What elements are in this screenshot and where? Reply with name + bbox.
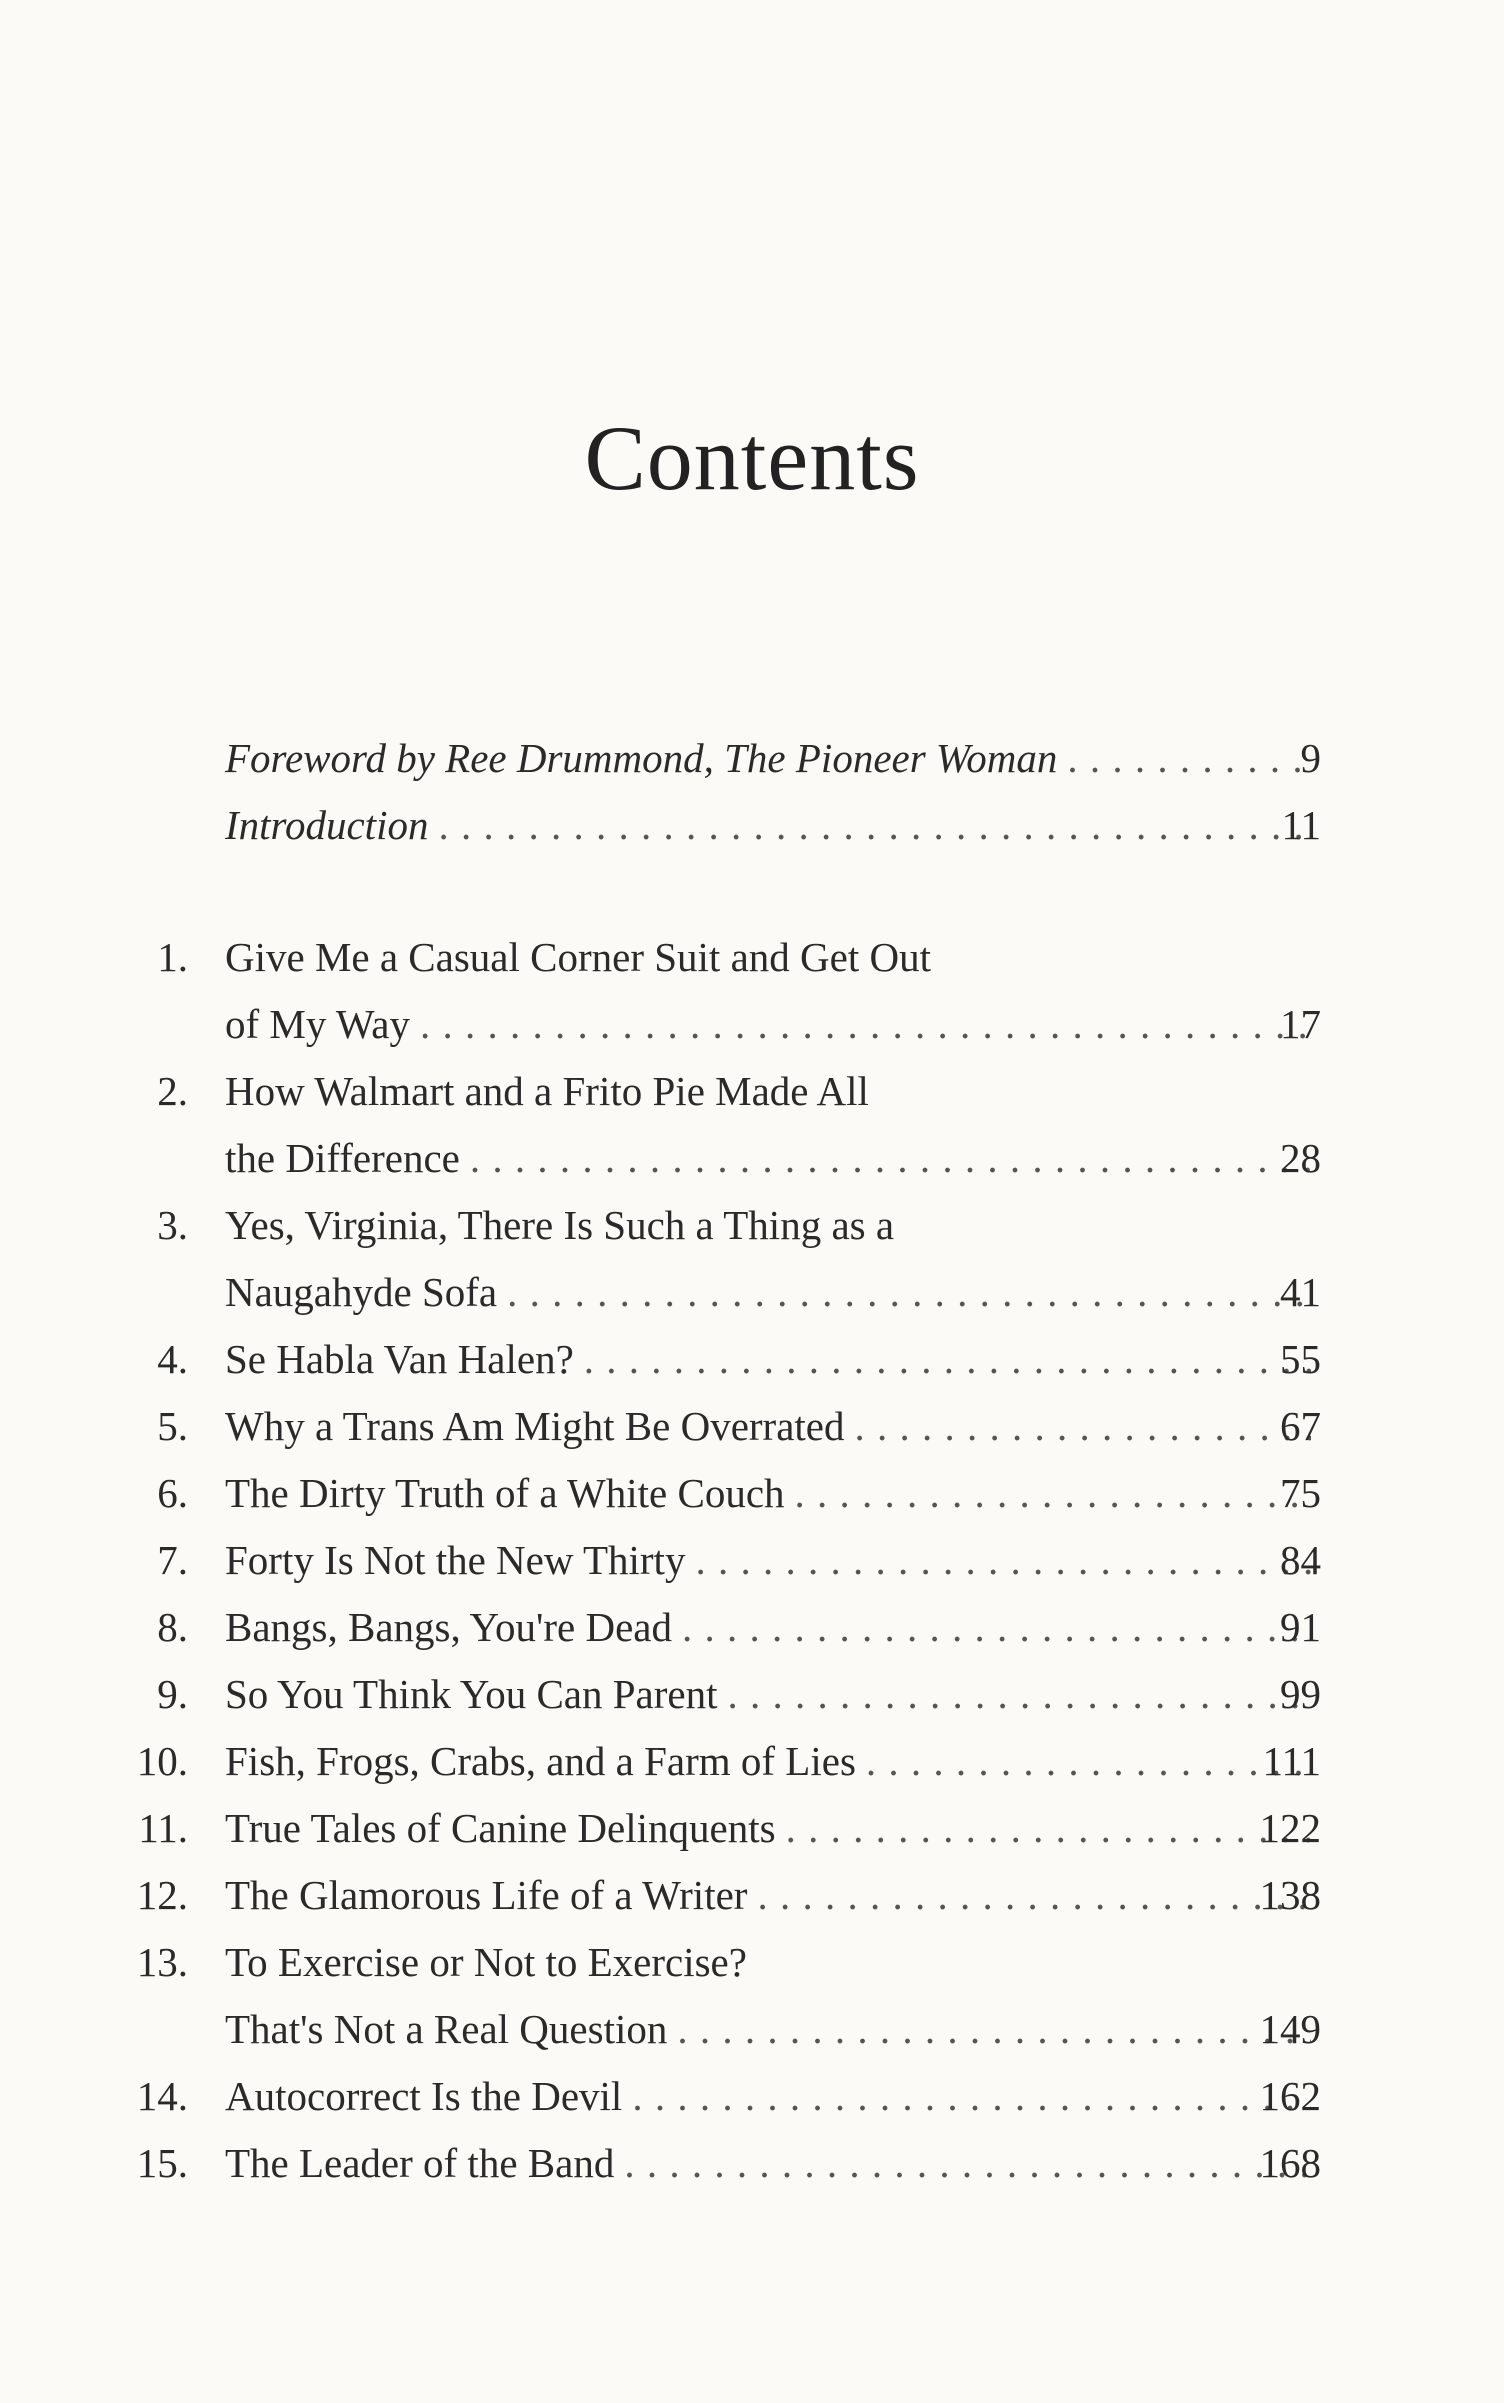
toc-chapter-7 [0,1530,1504,1590]
toc-chapter-6 [0,1463,1504,1523]
chapter-number: 2. [157,1068,188,1114]
toc-entry-title: So You Think You Can Parent [225,1671,718,1717]
toc-page-number: 9 [1300,735,1321,781]
leader-dots [854,1396,1311,1456]
chapter-number: 14. [136,2073,188,2119]
toc-chapter-2-line1 [0,1061,1504,1121]
toc-entry-title: Se Habla Van Halen? [225,1336,574,1382]
toc-chapter-14 [0,2066,1504,2126]
page-title: Contents [584,407,920,509]
chapter-number: 15. [136,2140,188,2186]
toc-chapter-1-line2 [0,994,1504,1054]
leader-dots [795,1463,1311,1523]
toc-chapter-13-line1 [0,1932,1504,1992]
toc-chapter-11 [0,1798,1504,1858]
toc-chapter-3-line1 [0,1195,1504,1255]
toc-chapter-1-line1 [0,927,1504,987]
toc-page-number: 168 [1259,2140,1321,2186]
toc-entry-title: The Leader of the Band [225,2140,615,2186]
leader-dots [470,1128,1311,1188]
toc-entry-title: Autocorrect Is the Devil [225,2073,623,2119]
chapter-number: 12. [136,1872,188,1918]
leader-dots [420,994,1311,1054]
leader-dots [632,2066,1311,2126]
toc-page-number: 41 [1280,1269,1321,1315]
toc-page-number: 149 [1259,2006,1321,2052]
toc-page-number: 84 [1280,1537,1321,1583]
toc-chapter-3-line2 [0,1262,1504,1322]
toc-page-number: 99 [1280,1671,1321,1717]
chapter-number: 8. [157,1604,188,1650]
leader-dots [624,2133,1311,2193]
chapter-number: 7. [157,1537,188,1583]
toc-entry-title: The Dirty Truth of a White Couch [225,1470,785,1516]
toc-entry-title: Yes, Virginia, There Is Such a Thing as a [225,1202,895,1248]
toc-page-number: 17 [1280,1001,1321,1047]
toc-page-number: 11 [1281,802,1321,848]
toc-entry-title-cont: of My Way [225,1001,410,1047]
toc-page-number: 75 [1280,1470,1321,1516]
chapter-number: 13. [136,1939,188,1985]
toc-page-number: 111 [1262,1738,1321,1784]
toc-entry-title: To Exercise or Not to Exercise? [225,1939,747,1985]
toc-chapter-2-line2 [0,1128,1504,1188]
leader-dots [682,1597,1311,1657]
leader-dots [584,1329,1311,1389]
chapter-number: 4. [157,1336,188,1382]
toc-page-number: 55 [1280,1336,1321,1382]
toc-page-number: 162 [1259,2073,1321,2119]
leader-dots [677,1999,1311,2059]
toc-entry-title: True Tales of Canine Delinquents [225,1805,776,1851]
toc-page-number: 91 [1280,1604,1321,1650]
leader-dots [438,795,1311,855]
toc-chapter-8 [0,1597,1504,1657]
toc-chapter-4 [0,1329,1504,1389]
chapter-number: 1. [157,934,188,980]
toc-entry-title: Give Me a Casual Corner Suit and Get Out [225,934,931,980]
toc-entry-title-cont: Naugahyde Sofa [225,1269,498,1315]
leader-dots [786,1798,1311,1858]
toc-entry-title: Introduction [225,802,429,848]
toc-entry-title: Why a Trans Am Might Be Overrated [225,1403,845,1449]
toc-page-number: 28 [1280,1135,1321,1181]
leader-dots [507,1262,1311,1322]
toc-entry-title: Forty Is Not the New Thirty [225,1537,686,1583]
leader-dots [728,1664,1311,1724]
chapter-number: 11. [138,1805,188,1851]
chapter-number: 6. [157,1470,188,1516]
toc-chapter-9 [0,1664,1504,1724]
toc-entry-title: How Walmart and a Frito Pie Made All [225,1068,869,1114]
leader-dots [695,1530,1311,1590]
toc-entry-foreword [0,728,1504,788]
leader-dots [1067,728,1311,788]
toc-entry-title: The Glamorous Life of a Writer [225,1872,748,1918]
toc-entry-title-cont: That's Not a Real Question [225,2006,668,2052]
toc-chapter-5 [0,1396,1504,1456]
leader-dots [866,1731,1311,1791]
toc-entry-title: Bangs, Bangs, You're Dead [225,1604,672,1650]
toc-entry-title: Fish, Frogs, Crabs, and a Farm of Lies [225,1738,856,1784]
toc-chapter-12 [0,1865,1504,1925]
toc-chapter-13-line2 [0,1999,1504,2059]
chapter-number: 10. [136,1738,188,1784]
toc-chapter-10 [0,1731,1504,1791]
toc-entry-title: Foreword by Ree Drummond, The Pioneer Woman [225,735,1058,781]
toc-chapter-15 [0,2133,1504,2193]
chapter-number: 3. [157,1202,188,1248]
chapter-number: 9. [157,1671,188,1717]
toc-page-number: 122 [1259,1805,1321,1851]
leader-dots [757,1865,1311,1925]
toc-entry-title-cont: the Difference [225,1135,460,1181]
chapter-number: 5. [157,1403,188,1449]
toc-page-number: 138 [1259,1872,1321,1918]
toc-entry-introduction [0,795,1504,855]
toc-page-number: 67 [1280,1403,1321,1449]
